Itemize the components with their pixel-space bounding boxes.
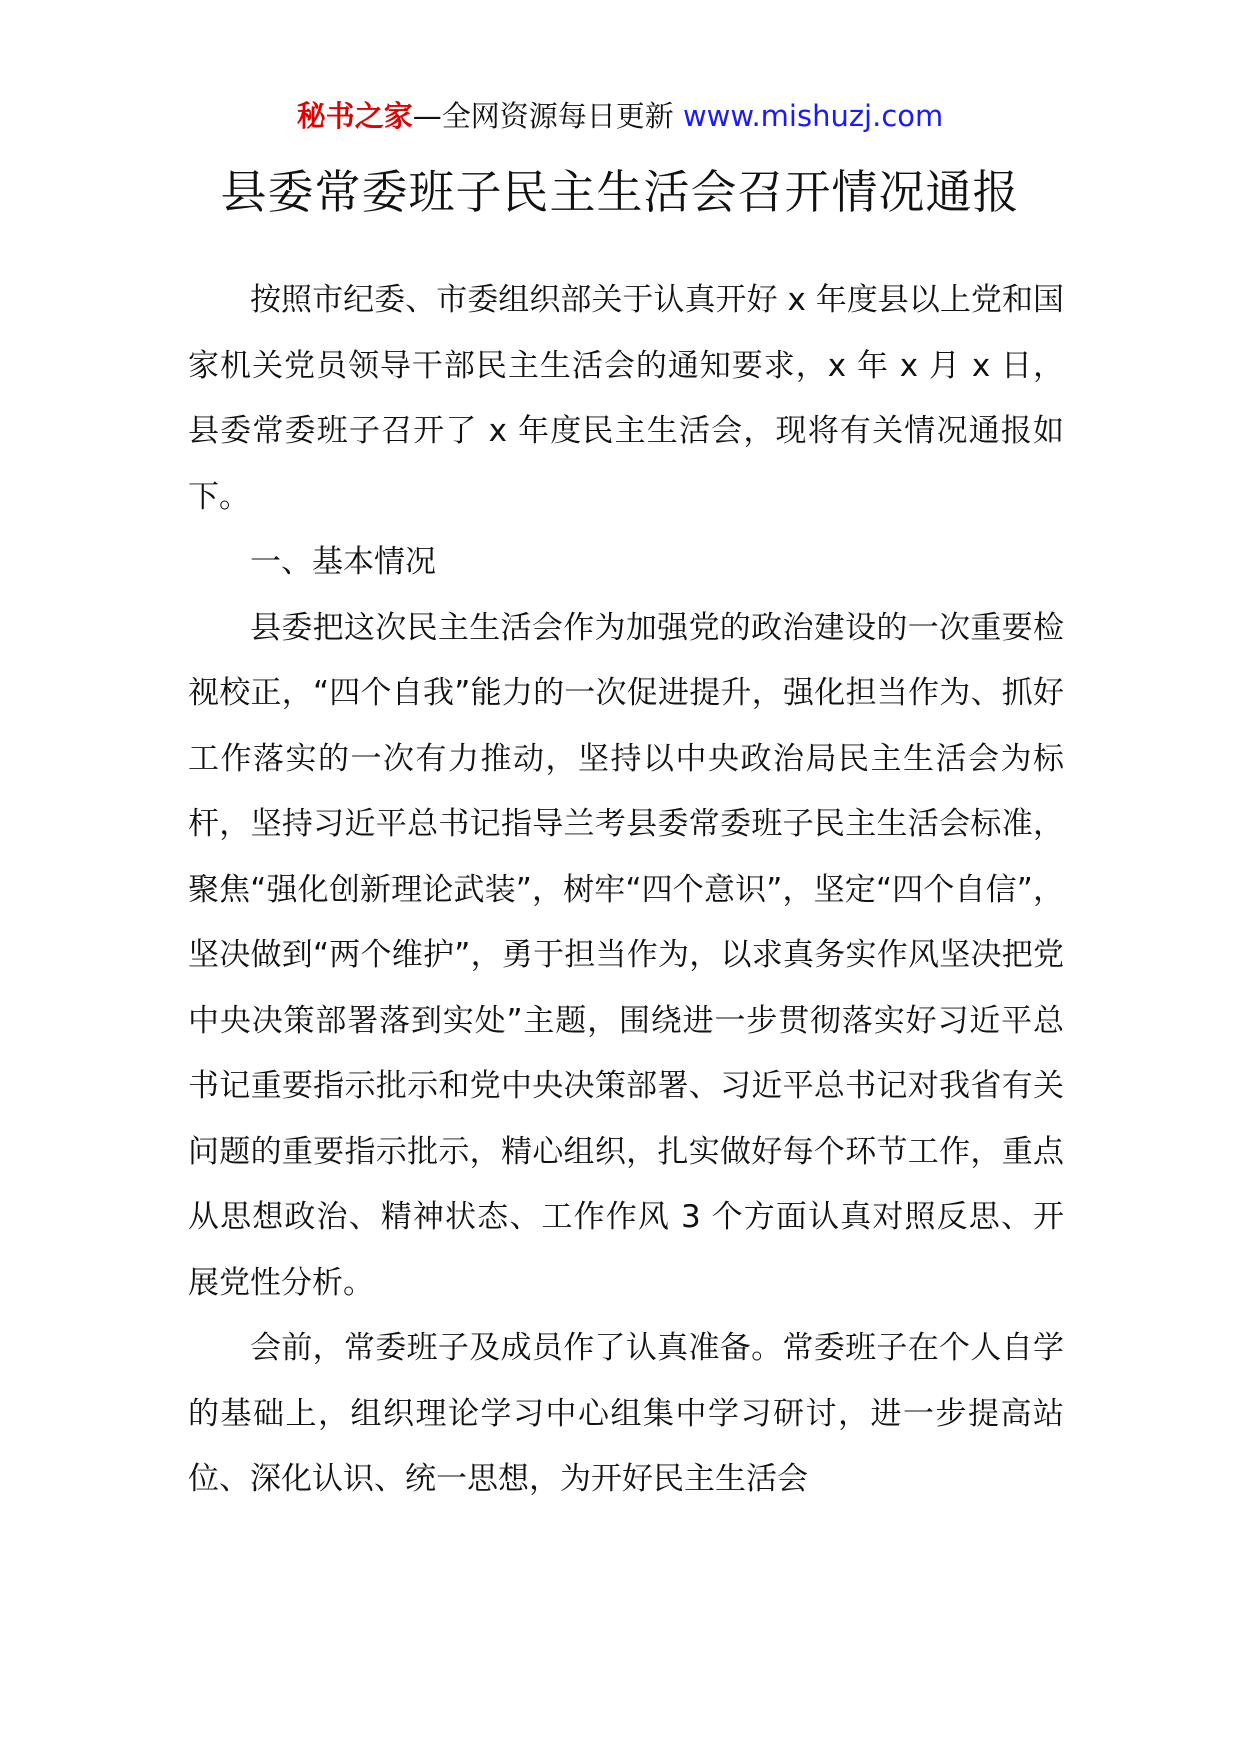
site-url-link[interactable]: www.mishuzj.com (682, 99, 944, 133)
document-body (188, 268, 1064, 1648)
body-paragraph: 县委把这次民主生活会作为加强党的政治建设的一次重要检视校正，“四个自我”能力的一次促进提升，强化担当作为、抓好工作落实的一次有力推动，坚持以中央政治局民主生活会为标杆，坚持习近平总书记指导兰考县委常委班子民主生活会标准，聚焦“强化创新理论武装”，树牢“四个意识”，坚定“四个自信”，坚决做到“两个维护”，勇于担当作为，以求真务实作风坚决把党中央决策部署落到实处”主题，围绕进一步贯彻落实好习近平总书记重要指示批示和党中央决策部署、习近平总书记对我省有关问题的重要指示批示，精心组织，扎实做好每个环节工作，重点从思想政治、精神状态、工作作风 3 个方面认真对照反思、开展党性分析。 (188, 609, 1064, 1301)
body-paragraph: 会前，常委班子及成员作了认真准备。常委班子在个人自学的基础上，组织理论学习中心组集中学习研讨，进一步提高站位、深化认识、统一思想，为开好民主生活会 (188, 1330, 1064, 1497)
document-title: 县委常委班子民主生活会召开情况通报 (220, 165, 1020, 219)
section-heading: 一、基本情况 (250, 544, 436, 580)
brand-name: 秘书之家 (296, 99, 413, 133)
site-header (0, 96, 1240, 136)
header-tagline: —全网资源每日更新 (412, 99, 674, 133)
intro-paragraph: 按照市纪委、市委组织部关于认真开好 x 年度县以上党和国家机关党员领导干部民主生活会的通知要求，x 年 x 月 x 日，县委常委班子召开了 x 年度民主生活会，现将有关情况通报如下。 (188, 282, 1064, 515)
